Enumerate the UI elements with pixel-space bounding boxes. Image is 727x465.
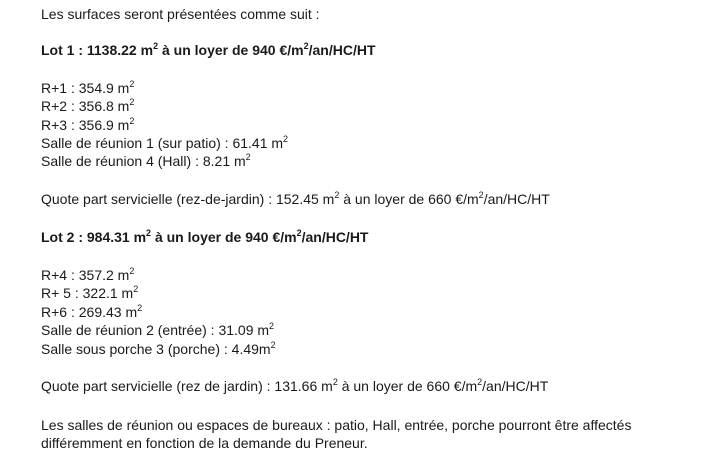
- lot1-quote-area: Quote part servicielle (rez-de-jardin) : 152.45 m: [41, 191, 335, 207]
- lot1-item: [41, 152, 251, 170]
- superscript: 2: [332, 377, 338, 387]
- lot2-heading: [41, 228, 368, 246]
- lot2-item: [41, 303, 142, 321]
- lot2-item: [41, 266, 134, 284]
- lot1-heading-area: Lot 1 : 1138.22 m: [41, 42, 154, 58]
- lot2-item-text: Salle de réunion 2 (entrée) : 31.09 m: [41, 322, 270, 338]
- lot2-quote-area: Quote part servicielle (rez de jardin) : 131.66 m: [41, 378, 333, 394]
- closing-line-2: différemment en fonction de la demande du Preneur.: [41, 435, 368, 451]
- superscript: 2: [153, 41, 159, 51]
- superscript: 2: [129, 79, 135, 89]
- closing-line-1: Les salles de réunion ou espaces de bureaux : patio, Hall, entrée, porche pourront être affectés: [41, 417, 632, 433]
- lot1-item-text: R+1 : 354.9 m: [41, 80, 130, 96]
- lot1-item-text: Salle de réunion 4 (Hall) : 8.21 m: [41, 153, 246, 169]
- superscript: 2: [137, 303, 143, 313]
- superscript: 2: [146, 228, 152, 238]
- lot1-heading: [41, 41, 376, 59]
- superscript: 2: [478, 190, 484, 200]
- lot2-item: [41, 321, 274, 339]
- lot1-item-text: R+2 : 356.8 m: [41, 98, 130, 114]
- lot1-quote-unit: /an/HC/HT: [483, 191, 550, 207]
- superscript: 2: [129, 116, 135, 126]
- superscript: 2: [334, 190, 340, 200]
- lot1-item: [41, 97, 134, 115]
- lot2-item-text: R+ 5 : 322.1 m: [41, 285, 134, 301]
- lot2-item-text: R+4 : 357.2 m: [41, 267, 130, 283]
- lot1-item: [41, 79, 134, 97]
- intro-text: Les surfaces seront présentées comme suit :: [41, 6, 320, 22]
- lot2-heading-rent: à un loyer de 940 €/m: [151, 229, 297, 245]
- lot2-item: [41, 340, 276, 358]
- superscript: 2: [296, 228, 302, 238]
- superscript: 2: [129, 97, 135, 107]
- superscript: 2: [245, 152, 251, 162]
- lot2-item-text: Salle sous porche 3 (porche) : 4.49m: [41, 341, 271, 357]
- superscript: 2: [303, 41, 309, 51]
- lot1-heading-rent: à un loyer de 940 €/m: [158, 42, 304, 58]
- lot1-item-text: R+3 : 356.9 m: [41, 117, 130, 133]
- superscript: 2: [133, 284, 139, 294]
- lot2-quote-part: [41, 377, 548, 395]
- lot1-item-text: Salle de réunion 1 (sur patio) : 61.41 m: [41, 135, 284, 151]
- superscript: 2: [129, 266, 135, 276]
- lot2-item-text: R+6 : 269.43 m: [41, 304, 138, 320]
- lot1-item: [41, 134, 288, 152]
- lot2-quote-unit: /an/HC/HT: [482, 378, 549, 394]
- lot1-quote-part: [41, 190, 550, 208]
- superscript: 2: [283, 134, 289, 144]
- superscript: 2: [269, 321, 275, 331]
- lot1-item: [41, 116, 134, 134]
- lot2-quote-rent: à un loyer de 660 €/m: [337, 378, 478, 394]
- lot1-heading-unit: /an/HC/HT: [308, 42, 376, 58]
- superscript: 2: [270, 340, 276, 350]
- lot2-heading-unit: /an/HC/HT: [301, 229, 369, 245]
- lot2-item: [41, 284, 138, 302]
- lot1-quote-rent: à un loyer de 660 €/m: [339, 191, 479, 207]
- lot2-heading-area: Lot 2 : 984.31 m: [41, 229, 147, 245]
- superscript: 2: [477, 377, 483, 387]
